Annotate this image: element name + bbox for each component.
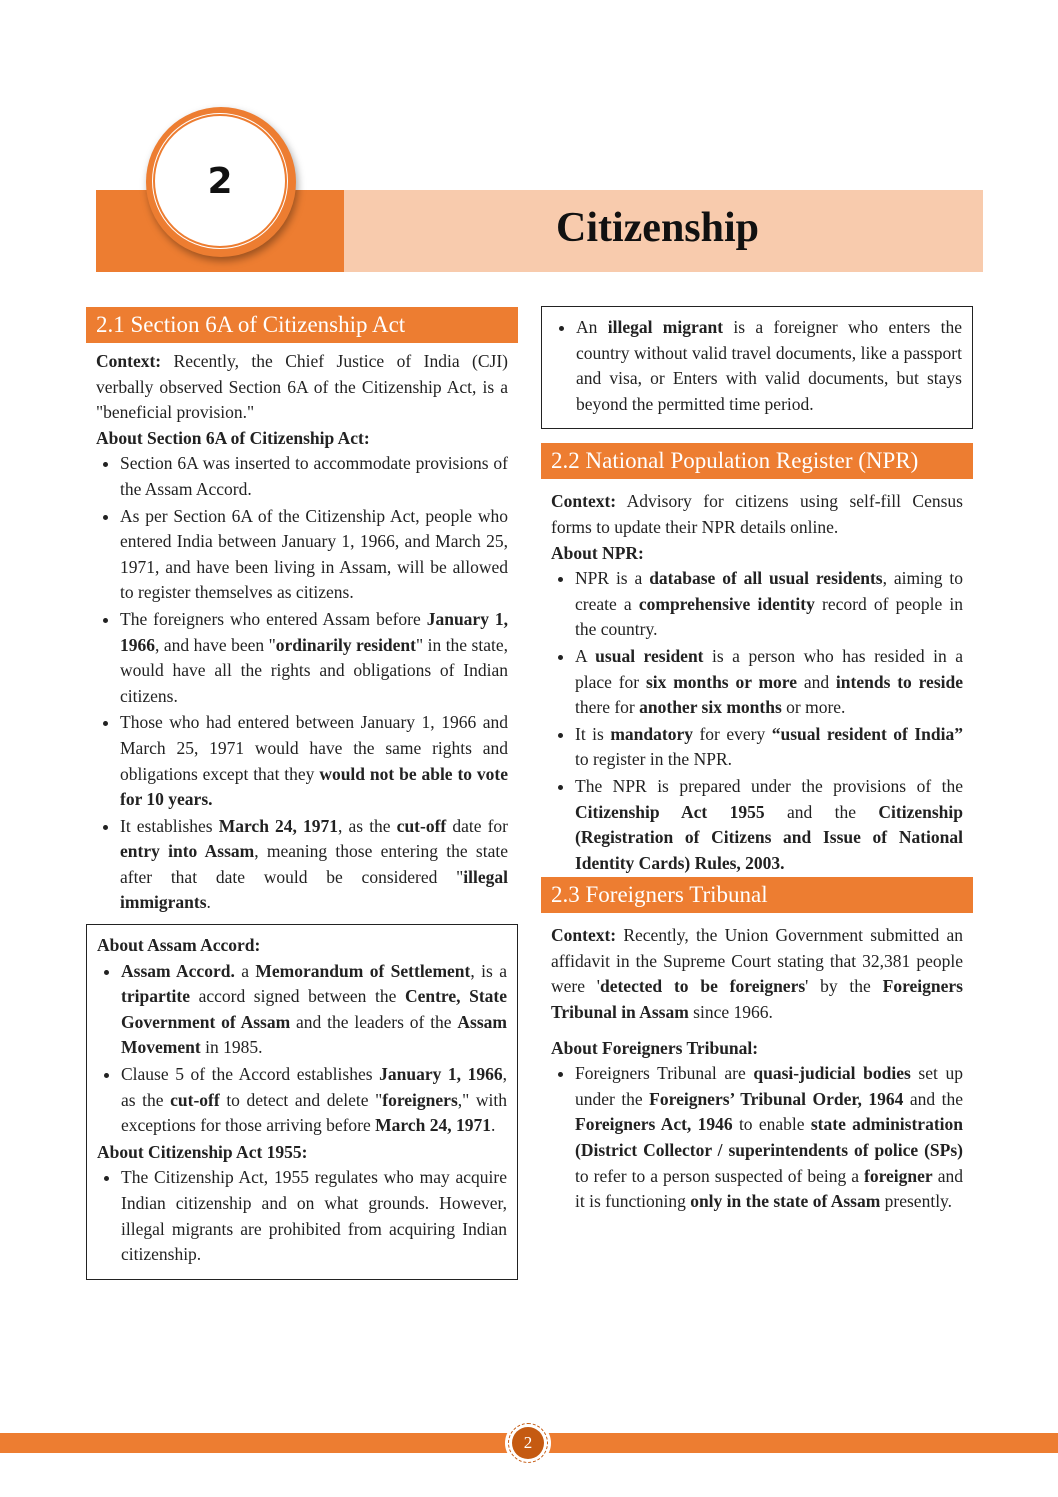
text: ' by the	[805, 976, 883, 997]
section-heading: 2.1 Section 6A of Citizenship Act	[86, 307, 518, 343]
text: , is a	[470, 960, 507, 981]
text: record of people in the country.	[575, 593, 963, 640]
text: " in the state, would have all the rights and obligations of Indian citizens.	[120, 634, 508, 706]
bullet-list	[86, 451, 518, 916]
bold-text: mandatory	[610, 723, 693, 744]
text: A	[575, 645, 596, 666]
text: to enable	[732, 1114, 811, 1135]
info-box	[86, 924, 518, 1280]
paragraph	[541, 923, 973, 1025]
text: date for	[446, 815, 508, 836]
paragraph	[541, 1036, 973, 1062]
paragraph	[541, 489, 973, 540]
bold-text: Centre, State Government of Assam	[121, 986, 507, 1032]
bold-text: About Citizenship Act 1955:	[97, 1141, 308, 1162]
list-item	[121, 1165, 507, 1267]
text: and the	[903, 1088, 963, 1109]
bold-text: database of all usual residents	[649, 568, 883, 589]
list-item	[120, 710, 508, 812]
paragraph	[87, 933, 517, 959]
bold-text: Foreigners Tribunal in Assam	[551, 976, 963, 1023]
bold-text: illegal immigrants	[120, 866, 508, 913]
list-item	[120, 451, 508, 502]
text: there for	[575, 697, 640, 718]
bold-text: About Section 6A of Citizenship Act:	[96, 427, 370, 448]
text: and the	[764, 801, 879, 822]
text: The foreigners who entered Assam before	[120, 608, 427, 629]
text: .	[206, 892, 211, 913]
bold-text: intends to reside	[835, 671, 963, 692]
text: since 1966.	[688, 1002, 773, 1023]
text: Recently, the Chief Justice of India (CJI) verbally observed Section 6A of the Citizenship Act, is a "beneficial provision."	[96, 351, 508, 423]
bold-text: Context:	[96, 351, 162, 371]
text: and the leaders of the	[290, 1011, 458, 1032]
text: or more.	[781, 697, 846, 718]
bold-text: Citizenship (Registration of Citizens and Issue of National Identity Cards) Rules, 2003.	[575, 801, 963, 873]
text: accord signed between the	[190, 986, 405, 1007]
paragraph	[87, 1140, 517, 1166]
list-item	[575, 644, 963, 721]
list-item	[575, 774, 963, 876]
chapter-badge	[146, 107, 296, 257]
bold-text: foreigner	[864, 1165, 933, 1186]
list-item	[121, 1062, 507, 1139]
bold-text: Context:	[551, 491, 617, 512]
bold-text: Memorandum of Settlement	[255, 960, 471, 981]
text: The NPR is prepared under the provisions of the	[575, 775, 963, 796]
text: Section 6A was inserted to accommodate provisions of the Assam Accord.	[120, 453, 508, 499]
bold-text: quasi-judicial bodies	[753, 1063, 911, 1084]
section-heading: 2.2 National Population Register (NPR)	[541, 443, 973, 479]
right-column	[541, 306, 973, 1216]
bold-text: usual resident	[595, 645, 704, 666]
bold-text: January 1, 1966	[379, 1064, 503, 1085]
text: It establishes	[120, 815, 219, 836]
bold-text: illegal migrant	[607, 317, 724, 337]
list-item	[120, 814, 508, 916]
bold-text: March 24, 1971	[375, 1115, 491, 1136]
section-heading: 2.3 Foreigners Tribunal	[541, 877, 973, 913]
list-item	[121, 959, 507, 1061]
text: , aiming to create a	[575, 568, 963, 614]
bold-text: Foreigners’ Tribunal Order, 1964	[649, 1088, 904, 1109]
text: presently.	[880, 1191, 953, 1212]
paragraph	[86, 349, 518, 426]
text: Foreigners Tribunal are	[575, 1063, 754, 1084]
chapter-number: 2	[154, 115, 286, 247]
bold-text: Citizenship Act 1955	[575, 801, 765, 822]
chapter-title: Citizenship	[556, 205, 760, 251]
text: The Citizenship Act, 1955 regulates who may acquire Indian citizenship and on what grounds. However, illegal migrants are prohibited from acquiring Indian citizenship.	[121, 1167, 507, 1265]
text: is a person who has resided in a place for	[575, 645, 963, 692]
bold-text: entry into Assam	[120, 841, 255, 862]
text: NPR is a	[575, 568, 650, 589]
list-item	[575, 722, 963, 773]
bullet-list	[87, 1165, 517, 1267]
text: , and have been "	[155, 634, 276, 655]
bold-text: About Assam Accord:	[97, 935, 261, 956]
bold-text: state administration (District Collector / superintendents of police (SPs)	[575, 1114, 964, 1161]
text: , as the	[121, 1064, 507, 1110]
bullet-list	[541, 1061, 973, 1215]
bold-text: another six months	[639, 697, 782, 718]
text: , meaning those entering the state after that date would be considered "	[120, 841, 509, 887]
text: a	[234, 960, 256, 981]
bold-text: Foreigners Act, 1946	[575, 1114, 733, 1135]
bold-text: Assam Accord.	[121, 960, 235, 981]
text: and	[797, 671, 836, 692]
bold-text: tripartite	[121, 986, 190, 1007]
text: An	[576, 317, 608, 337]
text: Clause 5 of the Accord establishes	[121, 1064, 380, 1085]
bold-text: foreigners	[382, 1089, 458, 1110]
text: , as the	[338, 815, 397, 836]
bold-text: “usual resident of India”	[771, 723, 963, 744]
text: ," with exceptions for those arriving before	[121, 1089, 507, 1136]
text: and it is functioning	[575, 1165, 963, 1212]
bold-text: six months or more	[645, 671, 798, 692]
text: Those who had entered between January 1, 1966 and March 25, 1971 would have the same rights and obligations except that they	[120, 712, 508, 784]
list-item	[575, 1061, 963, 1215]
bold-text: detected to be foreigners	[599, 976, 806, 997]
list-item	[120, 607, 508, 709]
list-item	[575, 566, 963, 643]
bold-text: About NPR:	[551, 542, 644, 563]
paragraph	[541, 541, 973, 567]
text: to refer to a person suspected of being a	[575, 1165, 865, 1186]
bullet-list	[542, 315, 972, 417]
info-box	[541, 306, 973, 429]
list-item	[120, 504, 508, 606]
text: to register in the NPR.	[575, 749, 732, 770]
bold-text: About Foreigners Tribunal:	[551, 1037, 759, 1058]
bullet-list	[541, 566, 973, 876]
bold-text: would not be able to vote for 10 years.	[120, 763, 508, 810]
page-number-badge	[505, 1420, 551, 1466]
text: for every	[692, 723, 772, 744]
text: As per Section 6A of the Citizenship Act, people who entered India between January 1, 1966, and March 25, 1971, and have been living in Assam, will be allowed to register themselves as citizens.	[120, 505, 508, 603]
page-number: 2	[512, 1427, 544, 1459]
bold-text: January 1, 1966	[120, 608, 509, 655]
text: is a foreigner who enters the country without valid travel documents, like a passport and visa, or Enters with valid documents, but stays beyond the permitted time period.	[576, 317, 962, 414]
bold-text: Assam Movement	[121, 1011, 508, 1058]
text: set up under the	[575, 1063, 963, 1109]
bold-text: cut-off	[396, 815, 447, 836]
bold-text: ordinarily resident	[275, 634, 416, 655]
text: Recently, the Union Government submitted an affidavit in the Supreme Court stating that 32,381 people were '	[551, 925, 963, 997]
text: It is	[575, 723, 611, 744]
bold-text: only in the state of Assam	[690, 1191, 881, 1212]
text: .	[491, 1115, 496, 1136]
bullet-list	[87, 959, 517, 1139]
text: to detect and delete "	[219, 1089, 383, 1110]
text: Advisory for citizens using self-fill Census forms to update their NPR details online.	[551, 491, 963, 537]
bold-text: Context:	[551, 925, 617, 946]
bold-text: comprehensive identity	[638, 593, 815, 614]
bold-text: March 24, 1971	[218, 815, 339, 836]
paragraph	[86, 426, 518, 452]
text: in 1985.	[200, 1037, 263, 1058]
left-column	[86, 307, 518, 1280]
list-item	[576, 315, 962, 417]
bold-text: cut-off	[170, 1089, 220, 1110]
